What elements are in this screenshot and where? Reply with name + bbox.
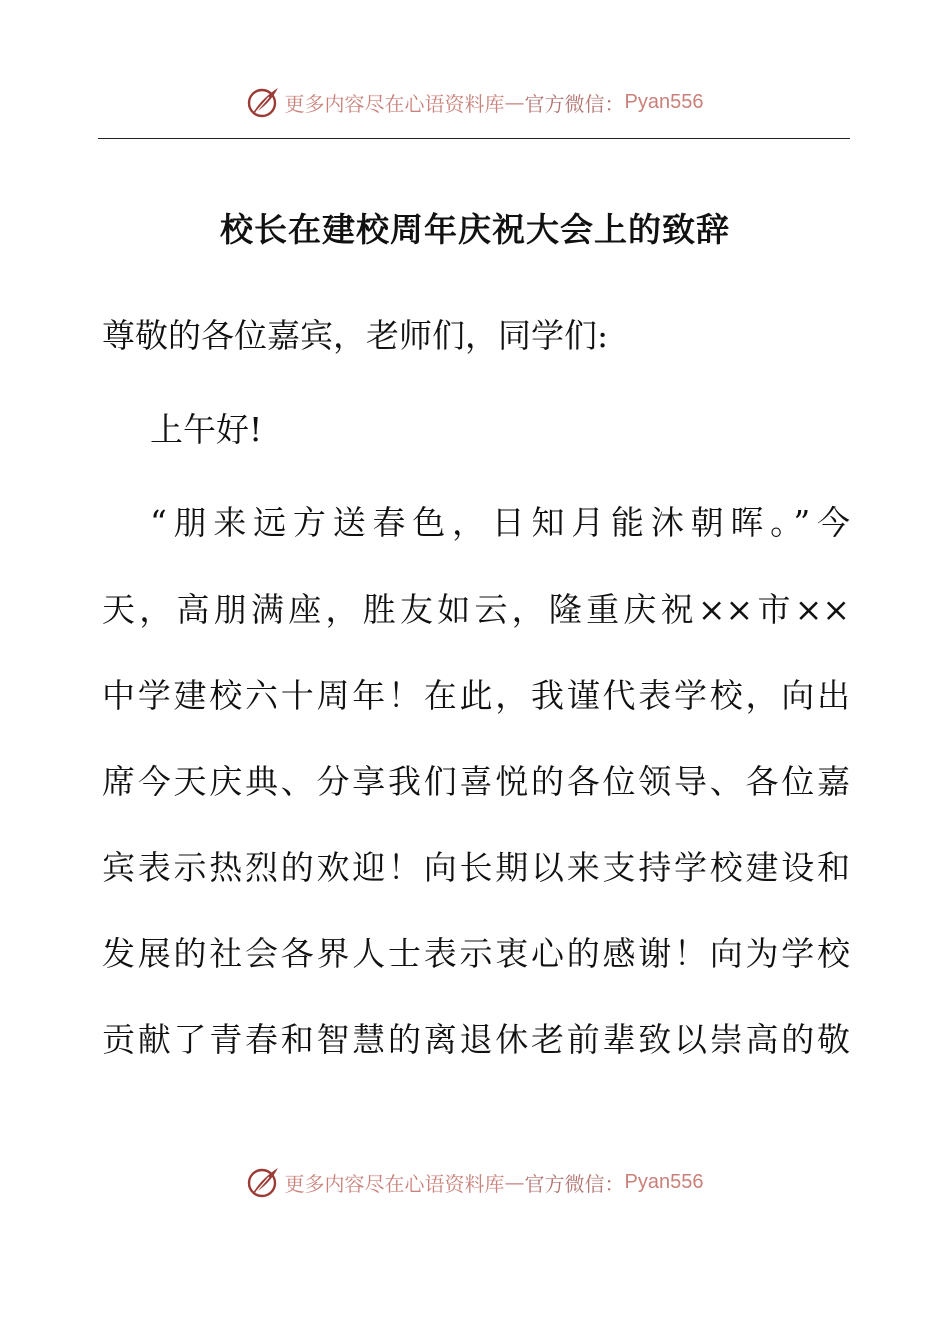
wechat-label: 官方微信： [524, 91, 625, 116]
body-line: 宾表示热烈的欢迎！向长期以来支持学校建设和 [102, 848, 850, 887]
body-line: 发展的社会各界人士表示衷心的感谢！向为学校 [102, 934, 850, 973]
body-line: 贡献了青春和智慧的离退休老前辈致以崇高的敬 [102, 1020, 850, 1059]
header-divider [98, 138, 850, 139]
footer-banner [0, 1162, 950, 1202]
body-line: 天，高朋满座，胜友如云，隆重庆祝××市×× [102, 590, 850, 629]
wechat-label: 官方微信： [524, 1171, 625, 1196]
brand-dash: — [504, 90, 525, 114]
quill-logo-icon [247, 85, 281, 119]
salutation: 尊敬的各位嘉宾，老师们，同学们: [102, 316, 609, 355]
header-banner [0, 82, 950, 122]
wechat-id: Pyan556 [624, 90, 704, 113]
greeting: 上午好! [150, 410, 263, 449]
document-title: 校长在建校周年庆祝大会上的致辞 [220, 210, 730, 249]
brand-text: 更多内容尽在心语资料库 [284, 91, 505, 116]
wechat-id: Pyan556 [624, 1170, 704, 1193]
body-line: 席今天庆典、分享我们喜悦的各位领导、各位嘉 [102, 762, 850, 801]
body-line: 中学建校六十周年！在此，我谨代表学校，向出 [102, 676, 850, 715]
quill-logo-icon [247, 1165, 281, 1199]
brand-dash: — [504, 1170, 525, 1194]
brand-text: 更多内容尽在心语资料库 [284, 1171, 505, 1196]
body-line: “朋来远方送春色，日知月能沐朝晖。”今 [150, 503, 850, 542]
